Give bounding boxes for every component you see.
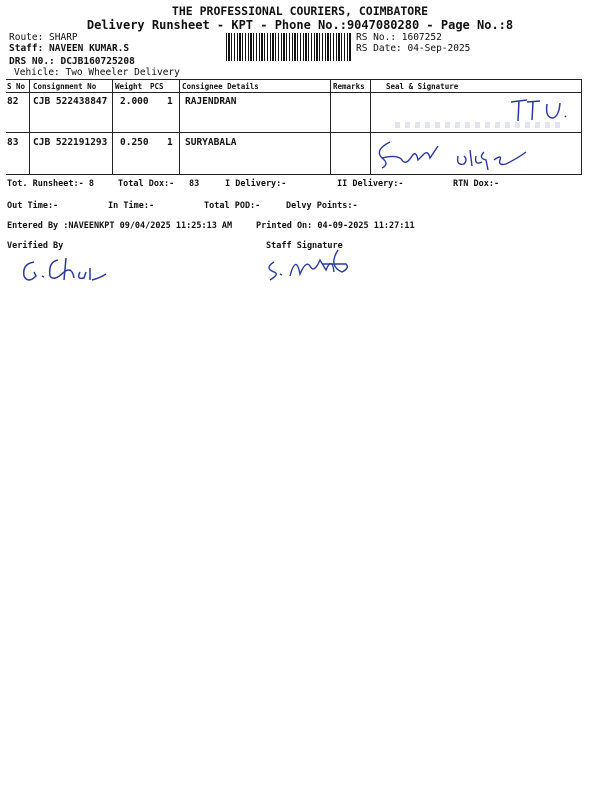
ii-delivery: II Delivery:- [337, 179, 404, 189]
table-header-border [6, 92, 582, 93]
column-header: Remarks [333, 82, 365, 91]
total-dox-label: Total Dox:- [118, 179, 175, 189]
total-dox-value: 83 [189, 179, 200, 189]
handwritten-seal-row1 [505, 94, 575, 124]
row-pcs: 1 [167, 137, 173, 148]
barcode [226, 33, 352, 61]
drs-number: DRS N0.: DCJB160725208 [9, 56, 135, 67]
entered-by: Entered By :NAVEENKPT 09/04/2025 11:25:13 AM [7, 221, 233, 231]
column-header: Seal & Signature [386, 82, 459, 91]
column-header: Weight [115, 82, 143, 91]
col-divider [179, 79, 180, 174]
rtn-dox: RTN Dox:- [453, 179, 500, 189]
verified-by-label: Verified By [7, 241, 64, 251]
column-header: Consignee Details [182, 82, 259, 91]
handwritten-signature-row2 [372, 136, 542, 176]
runsheet-subtitle: Delivery Runsheet - KPT - Phone No.:9047080280 - Page No.:8 [86, 18, 514, 32]
row-consignment-no: CJB 522438847 [33, 96, 108, 107]
table-top-border [6, 79, 582, 80]
row-pcs: 1 [167, 96, 173, 107]
row-sno: 82 [7, 96, 19, 107]
staff-signature-label: Staff Signature [266, 241, 343, 251]
printed-on: Printed On: 04-09-2025 11:27:11 [256, 221, 415, 231]
col-divider [370, 79, 371, 174]
column-header: Consignment No [33, 82, 97, 91]
row-divider [6, 132, 582, 133]
vehicle-label: Vehicle: Two Wheeler Delivery [14, 67, 180, 78]
total-pod: Total POD:- [204, 201, 261, 211]
staff-signature [262, 246, 357, 286]
rs-number: RS No.: 1607252 [356, 32, 442, 43]
row-consignment-no: CJB 522191293 [33, 137, 108, 148]
col-divider [112, 79, 113, 174]
verified-by-signature [18, 254, 118, 286]
staff-label: Staff: NAVEEN KUMAR.S [9, 43, 130, 54]
tot-runsheet: Tot. Runsheet:- 8 [7, 179, 94, 189]
row-weight: 0.250 [120, 137, 149, 148]
delvy-points: Delvy Points:- [286, 201, 358, 211]
col-divider [29, 79, 30, 174]
in-time: In Time:- [108, 201, 155, 211]
i-delivery: I Delivery:- [225, 179, 287, 189]
col-divider [330, 79, 331, 174]
column-header: S No [7, 82, 26, 91]
out-time: Out Time:- [7, 201, 59, 211]
faded-stamp-row1 [395, 122, 560, 128]
route-label: Route: SHARP [9, 32, 78, 43]
row-consignee: SURYABALA [185, 137, 237, 148]
row-consignee: RAJENDRAN [185, 96, 237, 107]
rs-date: RS Date: 04-Sep-2025 [356, 43, 471, 54]
col-divider [581, 79, 582, 174]
row-weight: 2.000 [120, 96, 149, 107]
row-sno: 83 [7, 137, 19, 148]
column-header: PCS [150, 82, 164, 91]
company-title: THE PROFESSIONAL COURIERS, COIMBATORE [171, 4, 429, 18]
